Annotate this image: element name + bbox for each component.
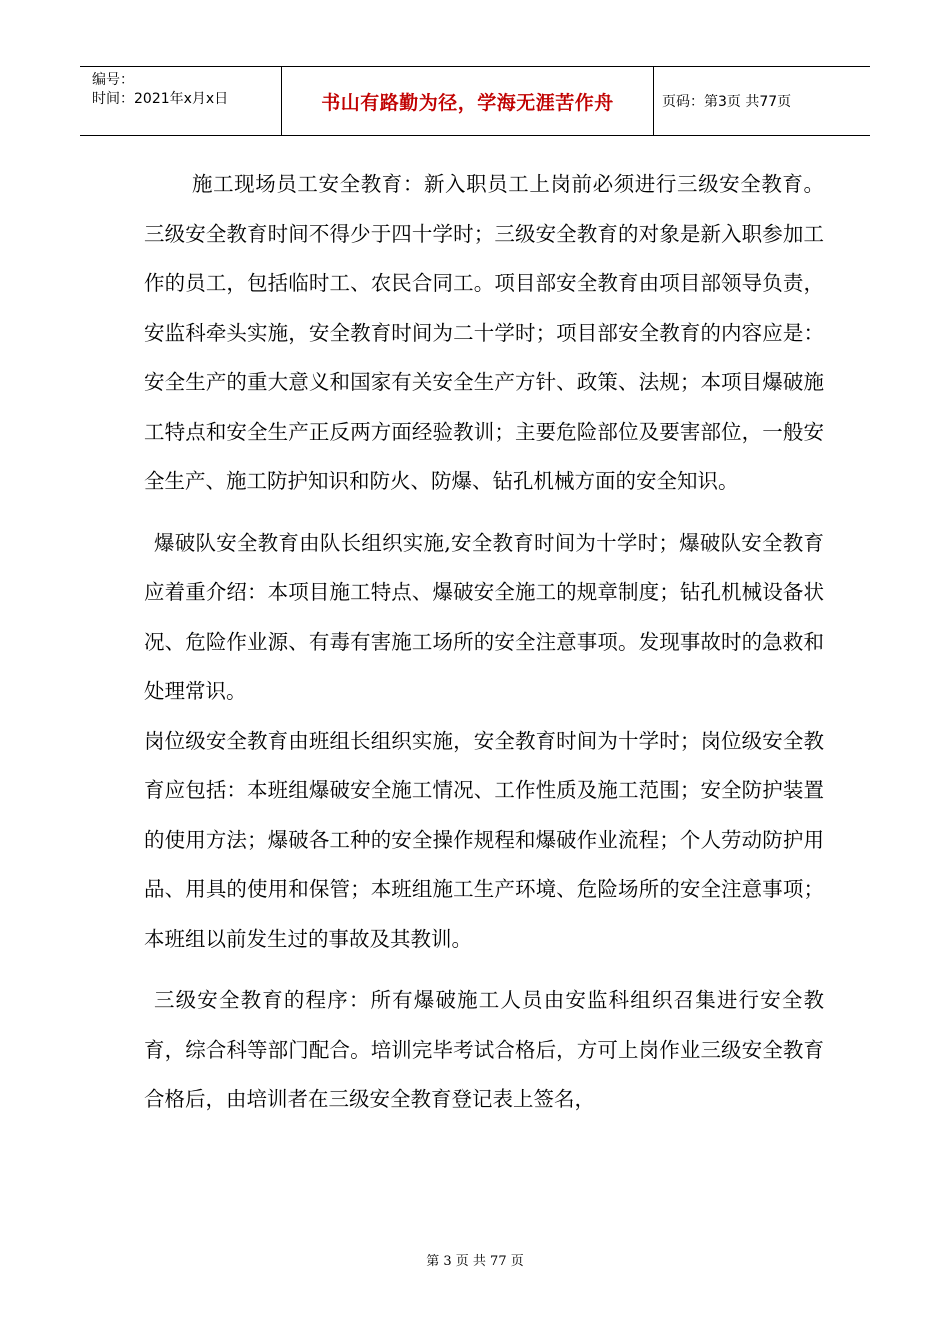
page-footer: 第 3 页 共 77 页	[426, 1254, 524, 1269]
paragraph-blasting-team-education: 爆破队安全教育由队长组织实施,安全教育时间为十学时；爆破队安全教育应着重介绍：本项目施工特点、爆破安全施工的规章制度；钻孔机械设备状况、危险作业源、有毒有害施工场所的安全注意事项。发现事故时的急救和处理常识。	[144, 530, 824, 703]
header-page-info: 页码：第3页 共77页	[662, 94, 792, 110]
page-header	[80, 66, 870, 136]
header-motto-cell	[282, 67, 654, 135]
paragraph-worker-safety-education: 施工现场员工安全教育：新入职员工上岗前必须进行三级安全教育。三级安全教育时间不得少于四十学时；三级安全教育的对象是新入职参加工作的员工，包括临时工、农民合同工。项目部安全教育由项目部领导负责，安监科牵头实施，安全教育时间为二十学时；项目部安全教育的内容应是：安全生产的重大意义和国家有关安全生产方针、政策、法规；本项目爆破施工特点和安全生产正反两方面经验教训；主要危险部位及要害部位，一般安全生产、施工防护知识和防火、防爆、钻孔机械方面的安全知识。	[144, 172, 824, 493]
header-meta	[80, 67, 282, 135]
document-date: 时间：2021年x月x日	[92, 91, 229, 107]
document-body	[144, 160, 824, 1125]
paragraph-education-procedure: 三级安全教育的程序：所有爆破施工人员由安监科组织召集进行安全教育，综合科等部门配合。培训完毕考试合格后，方可上岗作业三级安全教育合格后，由培训者在三级安全教育登记表上签名，	[144, 988, 824, 1111]
header-motto: 书山有路勤为径，学海无涯苦作舟	[321, 91, 614, 114]
paragraph-post-level-education: 岗位级安全教育由班组长组织实施，安全教育时间为十学时；岗位级安全教育应包括：本班组爆破安全施工情况、工作性质及施工范围；安全防护装置的使用方法；爆破各工种的安全操作规程和爆破作业流程；个人劳动防护用品、用具的使用和保管；本班组施工生产环境、危险场所的安全注意事项；本班组以前发生过的事故及其教训。	[144, 728, 824, 951]
document-number-label: 编号：	[92, 72, 134, 88]
